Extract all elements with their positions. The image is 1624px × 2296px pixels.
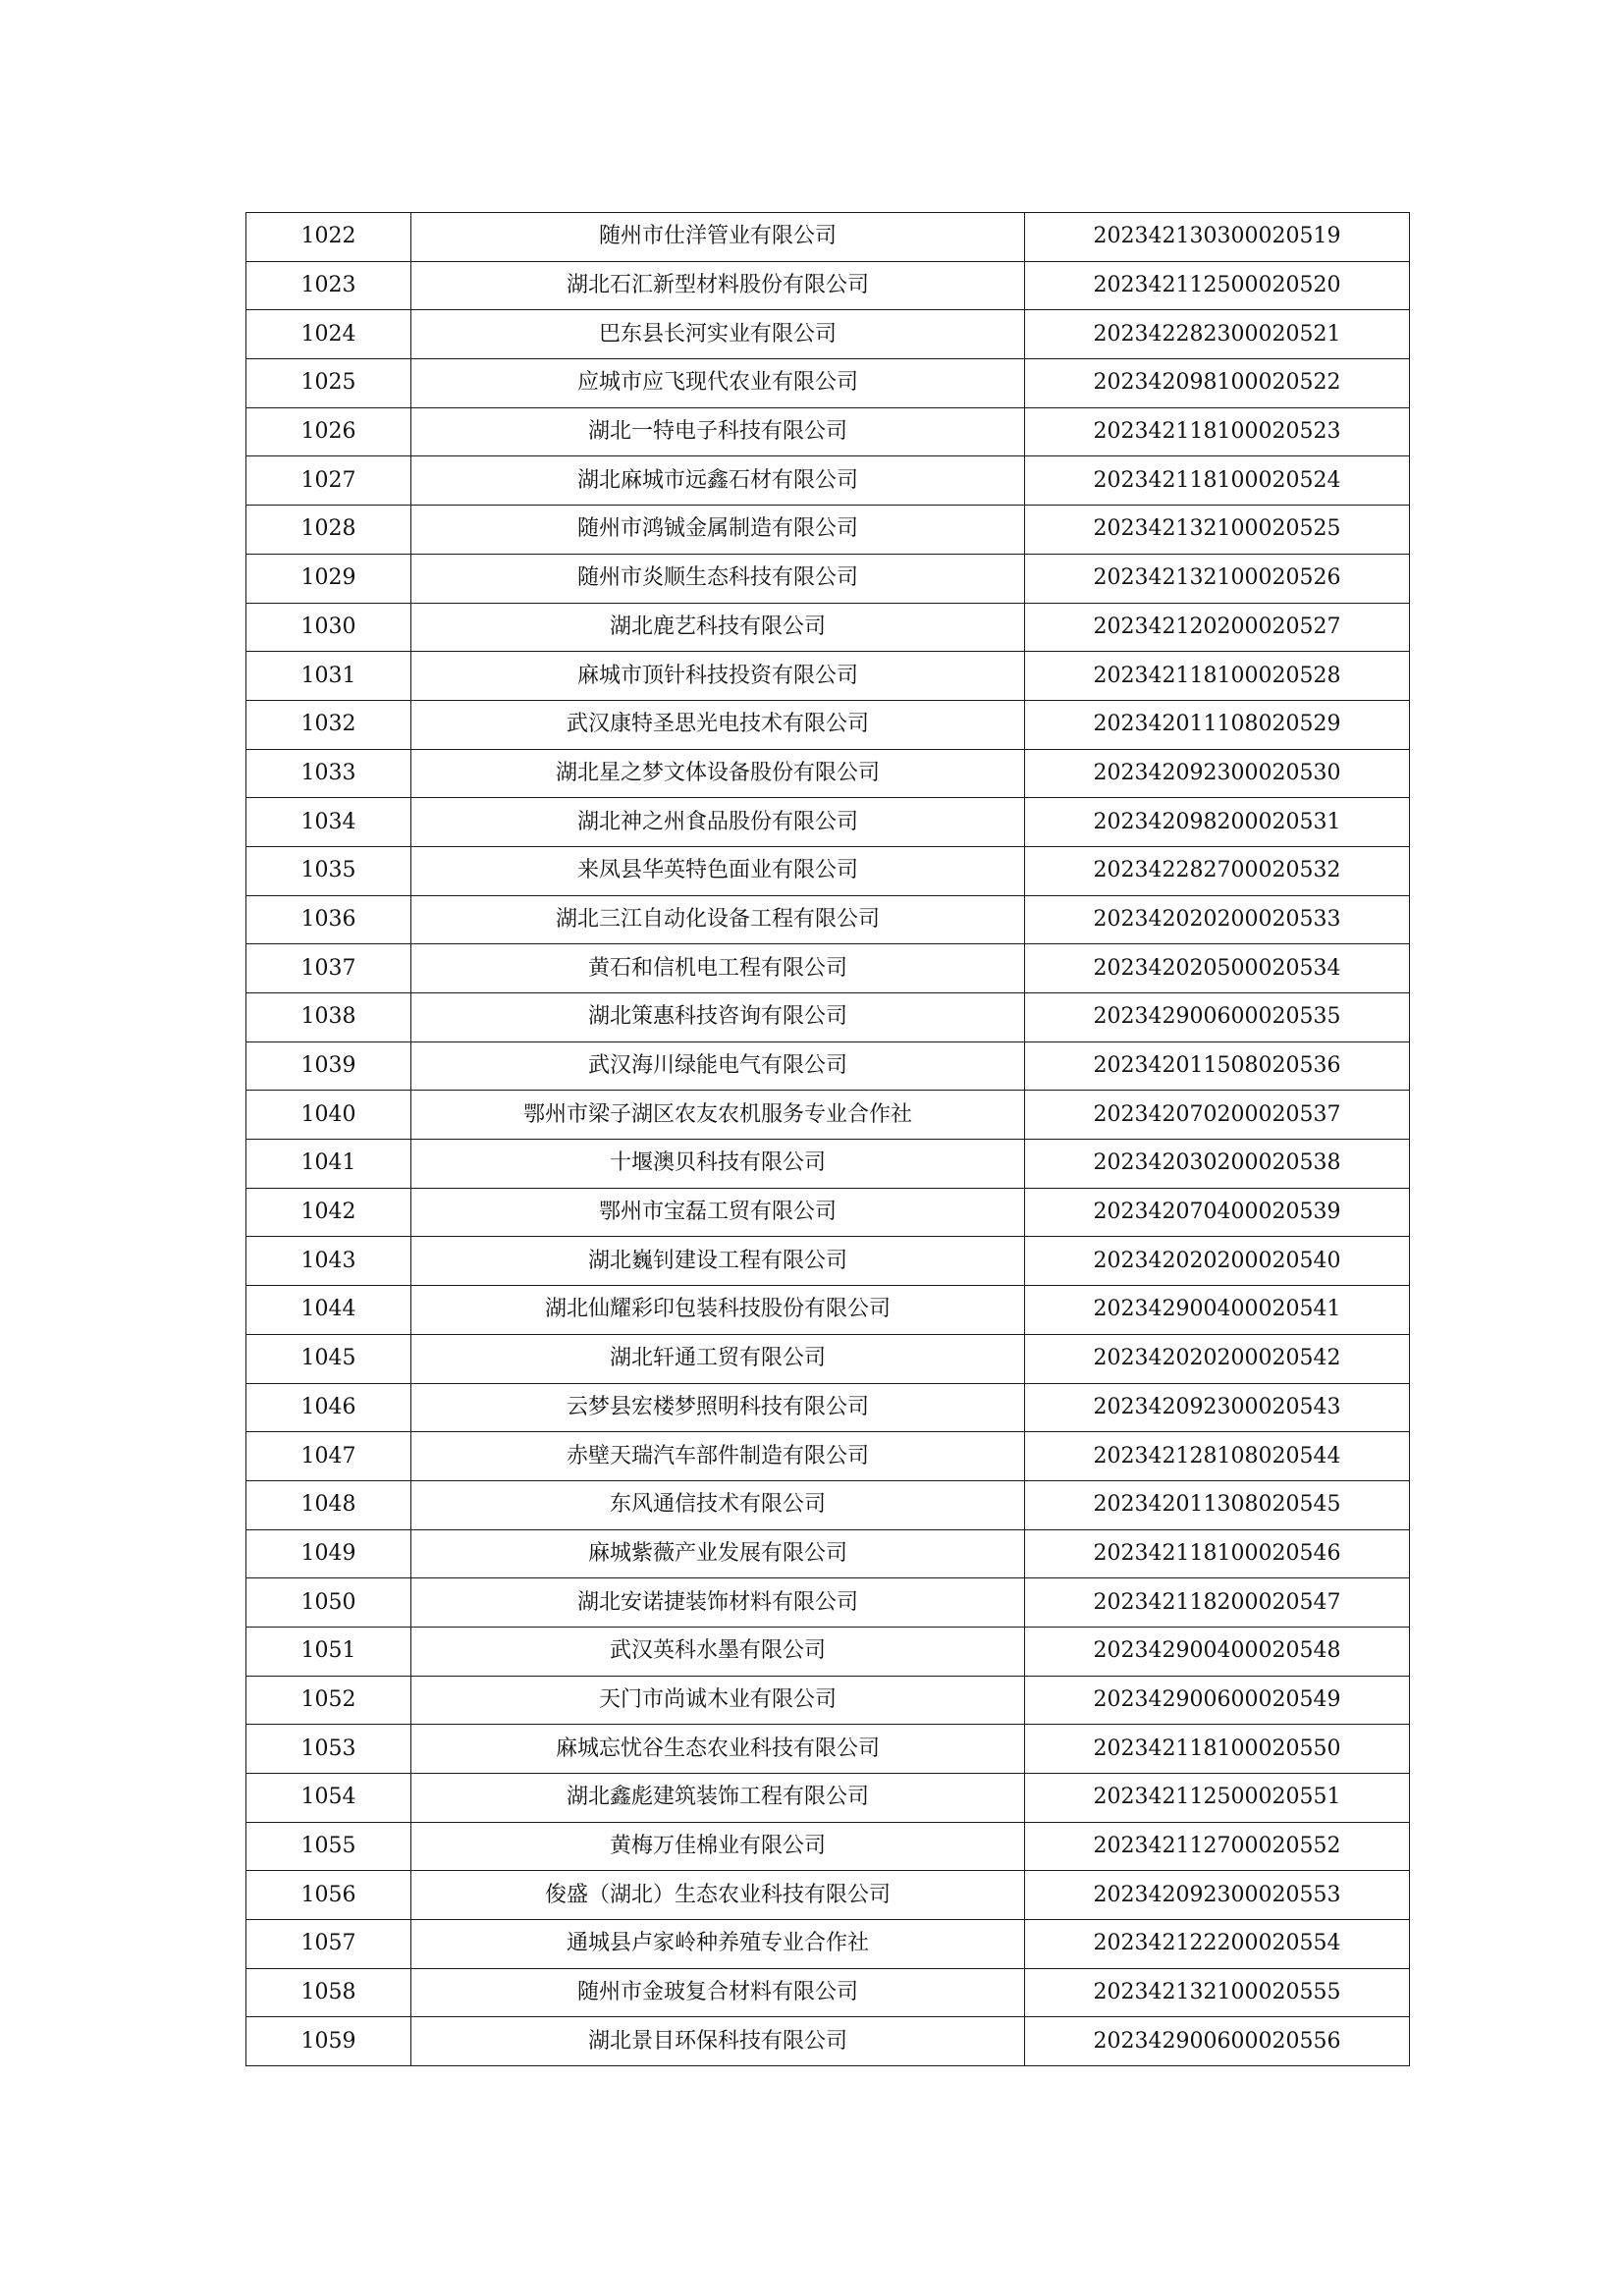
table-row [246, 1822, 1410, 1871]
row-number-cell: 1043 [246, 1237, 411, 1286]
company-name-cell: 十堰澳贝科技有限公司 [411, 1140, 1025, 1189]
registration-code-cell: 202342282700020532 [1025, 846, 1410, 895]
table-row [246, 603, 1410, 652]
company-name-cell: 麻城忘忧谷生态农业科技有限公司 [411, 1725, 1025, 1774]
row-number-cell: 1039 [246, 1041, 411, 1091]
row-number-cell: 1053 [246, 1725, 411, 1774]
row-number-cell: 1035 [246, 846, 411, 895]
registration-code-cell: 202342118100020550 [1025, 1725, 1410, 1774]
table-row [246, 700, 1410, 749]
row-number-cell: 1051 [246, 1627, 411, 1676]
company-name-cell: 湖北鑫彪建筑装饰工程有限公司 [411, 1774, 1025, 1823]
company-name-cell: 湖北安诺捷装饰材料有限公司 [411, 1578, 1025, 1628]
row-number-cell: 1033 [246, 749, 411, 798]
row-number-cell: 1049 [246, 1529, 411, 1578]
company-name-cell: 湖北景目环保科技有限公司 [411, 2017, 1025, 2066]
row-number-cell: 1055 [246, 1822, 411, 1871]
registration-code-cell: 202342020200020533 [1025, 895, 1410, 944]
company-name-cell: 随州市炎顺生态科技有限公司 [411, 554, 1025, 603]
registration-code-cell: 202342132100020525 [1025, 506, 1410, 555]
row-number-cell: 1026 [246, 407, 411, 456]
row-number-cell: 1025 [246, 359, 411, 408]
registration-code-cell: 202342112500020520 [1025, 261, 1410, 310]
table-row [246, 1676, 1410, 1725]
registration-code-cell: 202342092300020543 [1025, 1383, 1410, 1432]
company-name-cell: 来凤县华英特色面业有限公司 [411, 846, 1025, 895]
company-name-cell: 湖北三江自动化设备工程有限公司 [411, 895, 1025, 944]
row-number-cell: 1027 [246, 456, 411, 506]
company-name-cell: 湖北石汇新型材料股份有限公司 [411, 261, 1025, 310]
row-number-cell: 1032 [246, 700, 411, 749]
registration-code-cell: 202342282300020521 [1025, 310, 1410, 359]
table-row [246, 1334, 1410, 1383]
table-row [246, 2017, 1410, 2066]
company-name-cell: 武汉康特圣思光电技术有限公司 [411, 700, 1025, 749]
row-number-cell: 1054 [246, 1774, 411, 1823]
company-name-cell: 武汉海川绿能电气有限公司 [411, 1041, 1025, 1091]
registration-code-cell: 202342011108020529 [1025, 700, 1410, 749]
registration-code-cell: 202342130300020519 [1025, 213, 1410, 262]
registration-code-cell: 202342011308020545 [1025, 1480, 1410, 1529]
row-number-cell: 1052 [246, 1676, 411, 1725]
company-name-cell: 湖北策惠科技咨询有限公司 [411, 993, 1025, 1042]
row-number-cell: 1041 [246, 1140, 411, 1189]
registration-code-cell: 202342122200020554 [1025, 1920, 1410, 1969]
registration-code-cell: 202342900600020535 [1025, 993, 1410, 1042]
company-name-cell: 鄂州市宝磊工贸有限公司 [411, 1188, 1025, 1237]
company-name-cell: 俊盛（湖北）生态农业科技有限公司 [411, 1871, 1025, 1920]
company-name-cell: 应城市应飞现代农业有限公司 [411, 359, 1025, 408]
company-name-cell: 湖北一特电子科技有限公司 [411, 407, 1025, 456]
table-row [246, 1237, 1410, 1286]
table-row [246, 1725, 1410, 1774]
registration-code-cell: 202342020200020540 [1025, 1237, 1410, 1286]
row-number-cell: 1045 [246, 1334, 411, 1383]
company-name-cell: 随州市鸿铖金属制造有限公司 [411, 506, 1025, 555]
registration-code-cell: 202342112500020551 [1025, 1774, 1410, 1823]
registration-code-cell: 202342118100020546 [1025, 1529, 1410, 1578]
row-number-cell: 1046 [246, 1383, 411, 1432]
table-row [246, 652, 1410, 701]
row-number-cell: 1040 [246, 1091, 411, 1140]
registration-code-cell: 202342118100020528 [1025, 652, 1410, 701]
company-name-cell: 黄梅万佳棉业有限公司 [411, 1822, 1025, 1871]
row-number-cell: 1058 [246, 1968, 411, 2017]
registration-code-cell: 202342900600020556 [1025, 2017, 1410, 2066]
row-number-cell: 1022 [246, 213, 411, 262]
company-name-cell: 巴东县长河实业有限公司 [411, 310, 1025, 359]
company-name-cell: 湖北星之梦文体设备股份有限公司 [411, 749, 1025, 798]
row-number-cell: 1059 [246, 2017, 411, 2066]
company-name-cell: 通城县卢家岭种养殖专业合作社 [411, 1920, 1025, 1969]
registration-code-cell: 202342070200020537 [1025, 1091, 1410, 1140]
row-number-cell: 1034 [246, 798, 411, 847]
table-row [246, 1188, 1410, 1237]
registration-code-cell: 202342118100020523 [1025, 407, 1410, 456]
registration-code-cell: 202342098100020522 [1025, 359, 1410, 408]
table-row [246, 407, 1410, 456]
row-number-cell: 1030 [246, 603, 411, 652]
table-row [246, 1432, 1410, 1481]
table-row [246, 1529, 1410, 1578]
table-row [246, 1774, 1410, 1823]
row-number-cell: 1029 [246, 554, 411, 603]
table-row [246, 1480, 1410, 1529]
table-row [246, 1286, 1410, 1335]
row-number-cell: 1042 [246, 1188, 411, 1237]
company-name-cell: 鄂州市梁子湖区农友农机服务专业合作社 [411, 1091, 1025, 1140]
table-row [246, 895, 1410, 944]
registration-code-cell: 202342030200020538 [1025, 1140, 1410, 1189]
table-row [246, 506, 1410, 555]
row-number-cell: 1047 [246, 1432, 411, 1481]
registration-code-cell: 202342128108020544 [1025, 1432, 1410, 1481]
row-number-cell: 1036 [246, 895, 411, 944]
table-row [246, 1968, 1410, 2017]
company-name-cell: 武汉英科水墨有限公司 [411, 1627, 1025, 1676]
registration-code-cell: 202342092300020553 [1025, 1871, 1410, 1920]
row-number-cell: 1028 [246, 506, 411, 555]
table-row [246, 213, 1410, 262]
table-row [246, 1578, 1410, 1628]
row-number-cell: 1048 [246, 1480, 411, 1529]
table-row [246, 749, 1410, 798]
table-row [246, 1627, 1410, 1676]
company-name-cell: 黄石和信机电工程有限公司 [411, 944, 1025, 993]
company-name-cell: 随州市仕洋管业有限公司 [411, 213, 1025, 262]
table-row [246, 1383, 1410, 1432]
registration-code-cell: 202342112700020552 [1025, 1822, 1410, 1871]
registration-code-cell: 202342132100020526 [1025, 554, 1410, 603]
registration-code-cell: 202342118100020524 [1025, 456, 1410, 506]
company-name-cell: 随州市金玻复合材料有限公司 [411, 1968, 1025, 2017]
table-row [246, 359, 1410, 408]
registration-code-cell: 202342900600020549 [1025, 1676, 1410, 1725]
table-row [246, 1091, 1410, 1140]
row-number-cell: 1024 [246, 310, 411, 359]
company-name-cell: 赤壁天瑞汽车部件制造有限公司 [411, 1432, 1025, 1481]
table-row [246, 1871, 1410, 1920]
row-number-cell: 1038 [246, 993, 411, 1042]
company-name-cell: 麻城市顶针科技投资有限公司 [411, 652, 1025, 701]
registration-code-cell: 202342118200020547 [1025, 1578, 1410, 1628]
row-number-cell: 1057 [246, 1920, 411, 1969]
row-number-cell: 1037 [246, 944, 411, 993]
row-number-cell: 1050 [246, 1578, 411, 1628]
registry-table [245, 212, 1410, 2066]
company-name-cell: 湖北神之州食品股份有限公司 [411, 798, 1025, 847]
row-number-cell: 1031 [246, 652, 411, 701]
row-number-cell: 1023 [246, 261, 411, 310]
table-row [246, 1041, 1410, 1091]
registry-table-body [246, 213, 1410, 2066]
company-name-cell: 湖北鹿艺科技有限公司 [411, 603, 1025, 652]
registration-code-cell: 202342900400020541 [1025, 1286, 1410, 1335]
company-name-cell: 天门市尚诚木业有限公司 [411, 1676, 1025, 1725]
registration-code-cell: 202342020500020534 [1025, 944, 1410, 993]
registration-code-cell: 202342092300020530 [1025, 749, 1410, 798]
table-row [246, 798, 1410, 847]
row-number-cell: 1044 [246, 1286, 411, 1335]
table-row [246, 1920, 1410, 1969]
table-row [246, 993, 1410, 1042]
company-name-cell: 湖北麻城市远鑫石材有限公司 [411, 456, 1025, 506]
company-name-cell: 云梦县宏楼梦照明科技有限公司 [411, 1383, 1025, 1432]
registration-code-cell: 202342132100020555 [1025, 1968, 1410, 2017]
company-name-cell: 湖北轩通工贸有限公司 [411, 1334, 1025, 1383]
row-number-cell: 1056 [246, 1871, 411, 1920]
table-row [246, 846, 1410, 895]
table-row [246, 310, 1410, 359]
registration-code-cell: 202342020200020542 [1025, 1334, 1410, 1383]
company-name-cell: 东风通信技术有限公司 [411, 1480, 1025, 1529]
registration-code-cell: 202342098200020531 [1025, 798, 1410, 847]
table-row [246, 554, 1410, 603]
company-name-cell: 湖北巍钊建设工程有限公司 [411, 1237, 1025, 1286]
company-name-cell: 麻城紫薇产业发展有限公司 [411, 1529, 1025, 1578]
registration-code-cell: 202342011508020536 [1025, 1041, 1410, 1091]
table-row [246, 944, 1410, 993]
registration-code-cell: 202342900400020548 [1025, 1627, 1410, 1676]
table-row [246, 1140, 1410, 1189]
registration-code-cell: 202342070400020539 [1025, 1188, 1410, 1237]
company-name-cell: 湖北仙耀彩印包装科技股份有限公司 [411, 1286, 1025, 1335]
registration-code-cell: 202342120200020527 [1025, 603, 1410, 652]
table-row [246, 456, 1410, 506]
table-row [246, 261, 1410, 310]
